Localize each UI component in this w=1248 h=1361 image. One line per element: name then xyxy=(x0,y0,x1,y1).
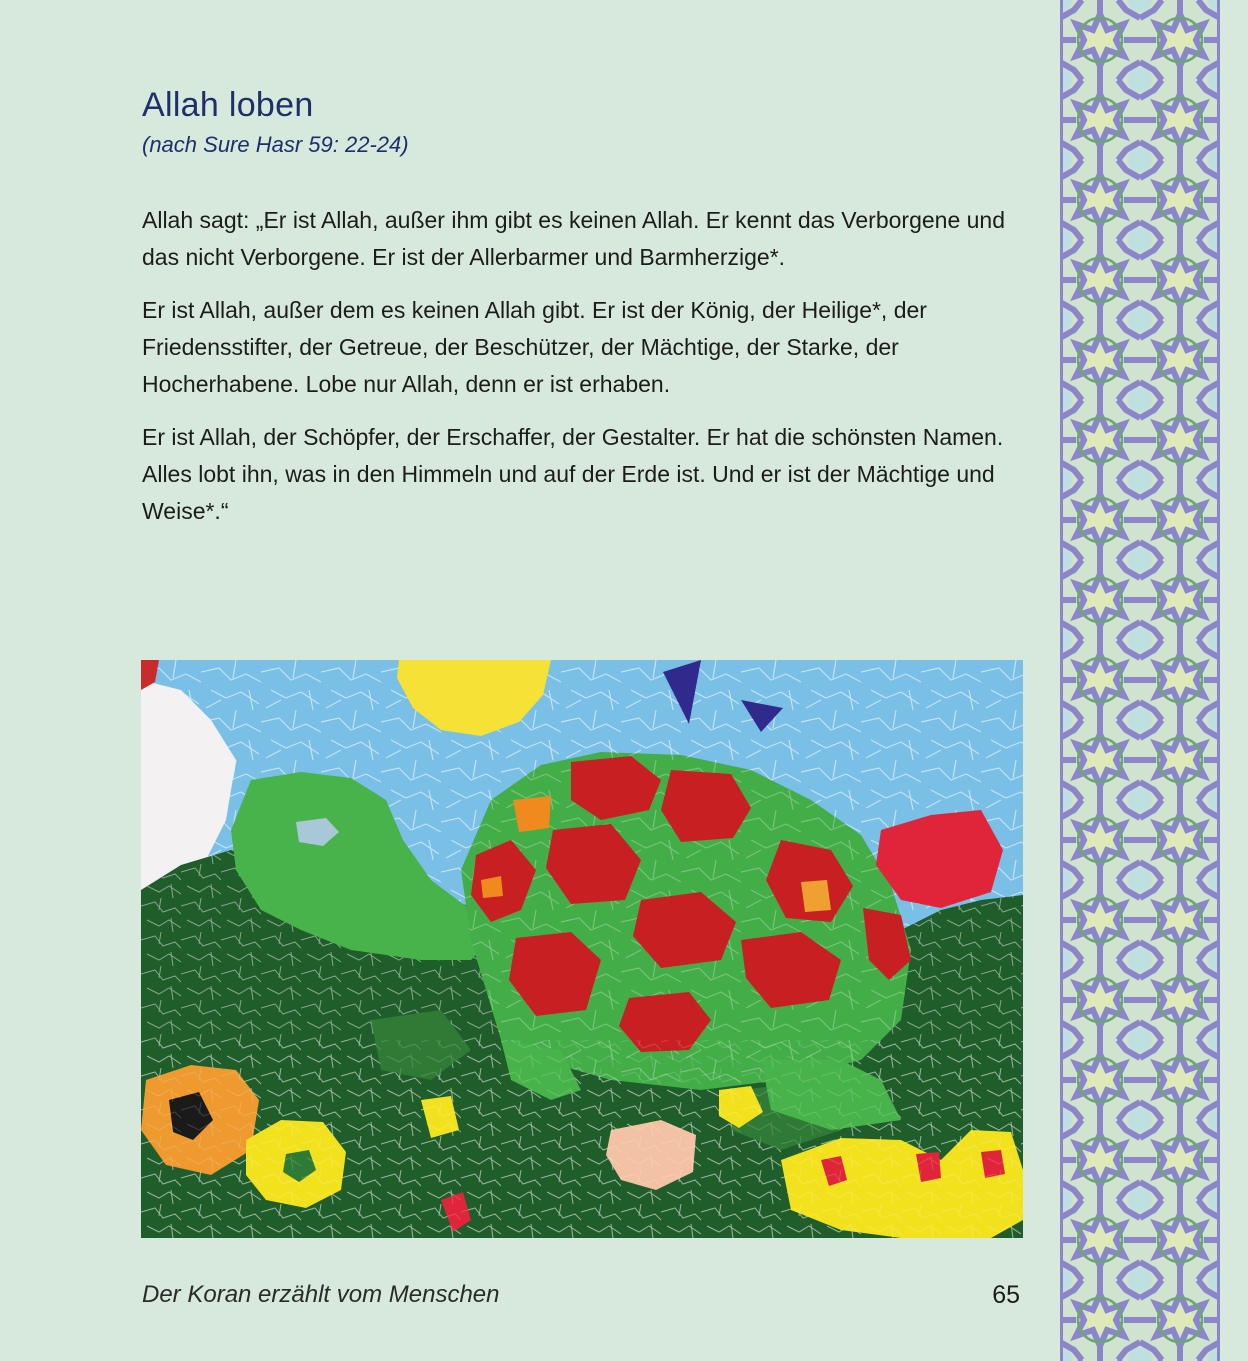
page-number: 65 xyxy=(992,1281,1020,1309)
book-title-footer: Der Koran erzählt vom Menschen xyxy=(142,1281,500,1308)
body-text xyxy=(142,202,1042,546)
turtle-mosaic-illustration xyxy=(141,660,1023,1238)
page-title: Allah loben xyxy=(142,86,314,124)
paragraph-2: Er ist Allah, außer dem es keinen Allah gibt. Er ist der König, der Heilige*, der Friedensstifter, der Getreue, der Beschützer, der Mächtige, der Starke, der Hocherhabene. Lobe nur Allah, denn er ist erhaben. xyxy=(142,297,927,397)
decorative-pattern-border xyxy=(1060,0,1220,1361)
paragraph-1: Allah sagt: „Er ist Allah, außer ihm gibt es keinen Allah. Er kennt das Verborgene und das nicht Verborgene. Er ist der Allerbarmer und Barmherzige*. xyxy=(142,207,1005,270)
paragraph-3: Er ist Allah, der Schöpfer, der Erschaffer, der Gestalter. Er hat die schönsten Namen. Alles lobt ihn, was in den Himmeln und auf der Erde ist. Und er ist der Mächtige und Weise*.“ xyxy=(142,424,1004,524)
page-subtitle: (nach Sure Hasr 59: 22-24) xyxy=(142,132,409,157)
